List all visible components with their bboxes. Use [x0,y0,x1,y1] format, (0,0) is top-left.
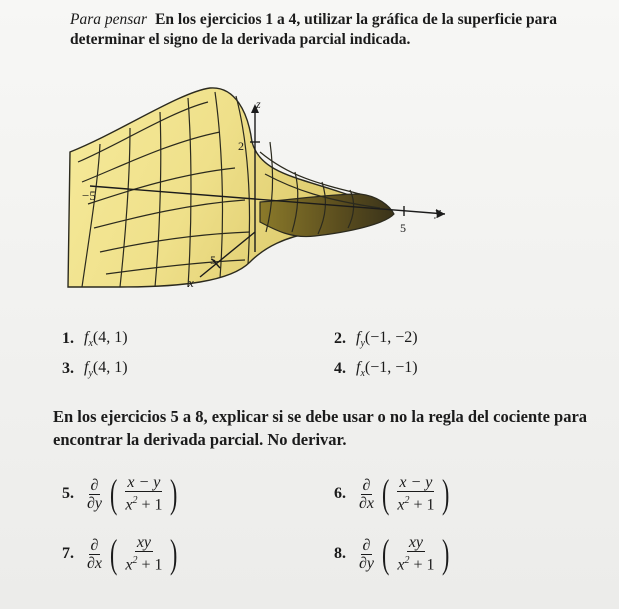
partial-operator: $\frac{\partial}{\partial y}$ [359,536,375,572]
axis-x-label: x [188,275,194,290]
exercise-expression: $f_x(-1$, −1) [356,359,418,380]
exercise-2 [334,329,418,349]
axis-z-label: z [256,97,261,111]
exercise-expression: $f_y(-1$, −2) [356,329,418,350]
exercise-3 [62,359,128,379]
left-paren-icon: ( [110,531,118,576]
intro-paragraph [70,10,590,50]
axis-y-label: y [435,204,441,219]
exercise-8 [334,531,453,576]
exercise-number: 4. [334,360,346,378]
tick-neg5-label: −5 [82,188,96,203]
exercise-7 [62,531,181,576]
left-paren-icon: ( [382,531,390,576]
exercise-number: 5. [62,485,74,502]
intro-text: En los ejercicios 1 a 4, utilizar la gráfica de la superficie para determinar el signo de la derivada parcial indicada. [70,11,558,48]
intro-label: Para pensar [70,11,148,28]
exercise-expression: $f_y(4$, 1) [84,359,128,380]
exercise-expression: $f_x(4$, 1) [84,329,128,350]
exercise-4 [334,359,418,379]
exercise-5 [62,471,181,516]
exercise-number: 3. [62,360,74,378]
quotient: $\frac{x - y}{x^2 + 1}$ [125,474,163,514]
partial-operator: $\frac{\partial}{\partial x}$ [359,476,375,512]
tick-z-label: 2 [238,139,244,153]
quotient: $\frac{x - y}{x^2 + 1}$ [397,474,435,514]
exercise-number: 2. [334,330,346,348]
right-paren-icon: ) [442,471,450,516]
exercise-number: 1. [62,330,74,348]
right-paren-icon: ) [170,531,178,576]
exercise-number: 6. [334,485,346,502]
left-paren-icon: ( [382,471,390,516]
exercise-6 [334,471,453,516]
right-paren-icon: ) [442,531,450,576]
surface-figure [60,82,460,297]
partial-operator: $\frac{\partial}{\partial y}$ [87,476,103,512]
tick-y5-label: 5 [400,221,406,235]
tick-x5-label: 5 [210,253,216,267]
quotient: $\frac{xy}{x^2 + 1}$ [397,534,435,574]
exercise-1 [62,329,128,349]
quotient: $\frac{xy}{x^2 + 1}$ [125,534,163,574]
paragraph-quotient-rule: En los ejercicios 5 a 8, explicar si se debe usar o no la regla del cociente para encontrar la derivada parcial. No derivar. [53,407,588,449]
right-paren-icon: ) [170,471,178,516]
exercise-number: 8. [334,545,346,562]
exercise-number: 7. [62,545,74,562]
left-paren-icon: ( [110,471,118,516]
partial-operator: $\frac{\partial}{\partial x}$ [87,536,103,572]
